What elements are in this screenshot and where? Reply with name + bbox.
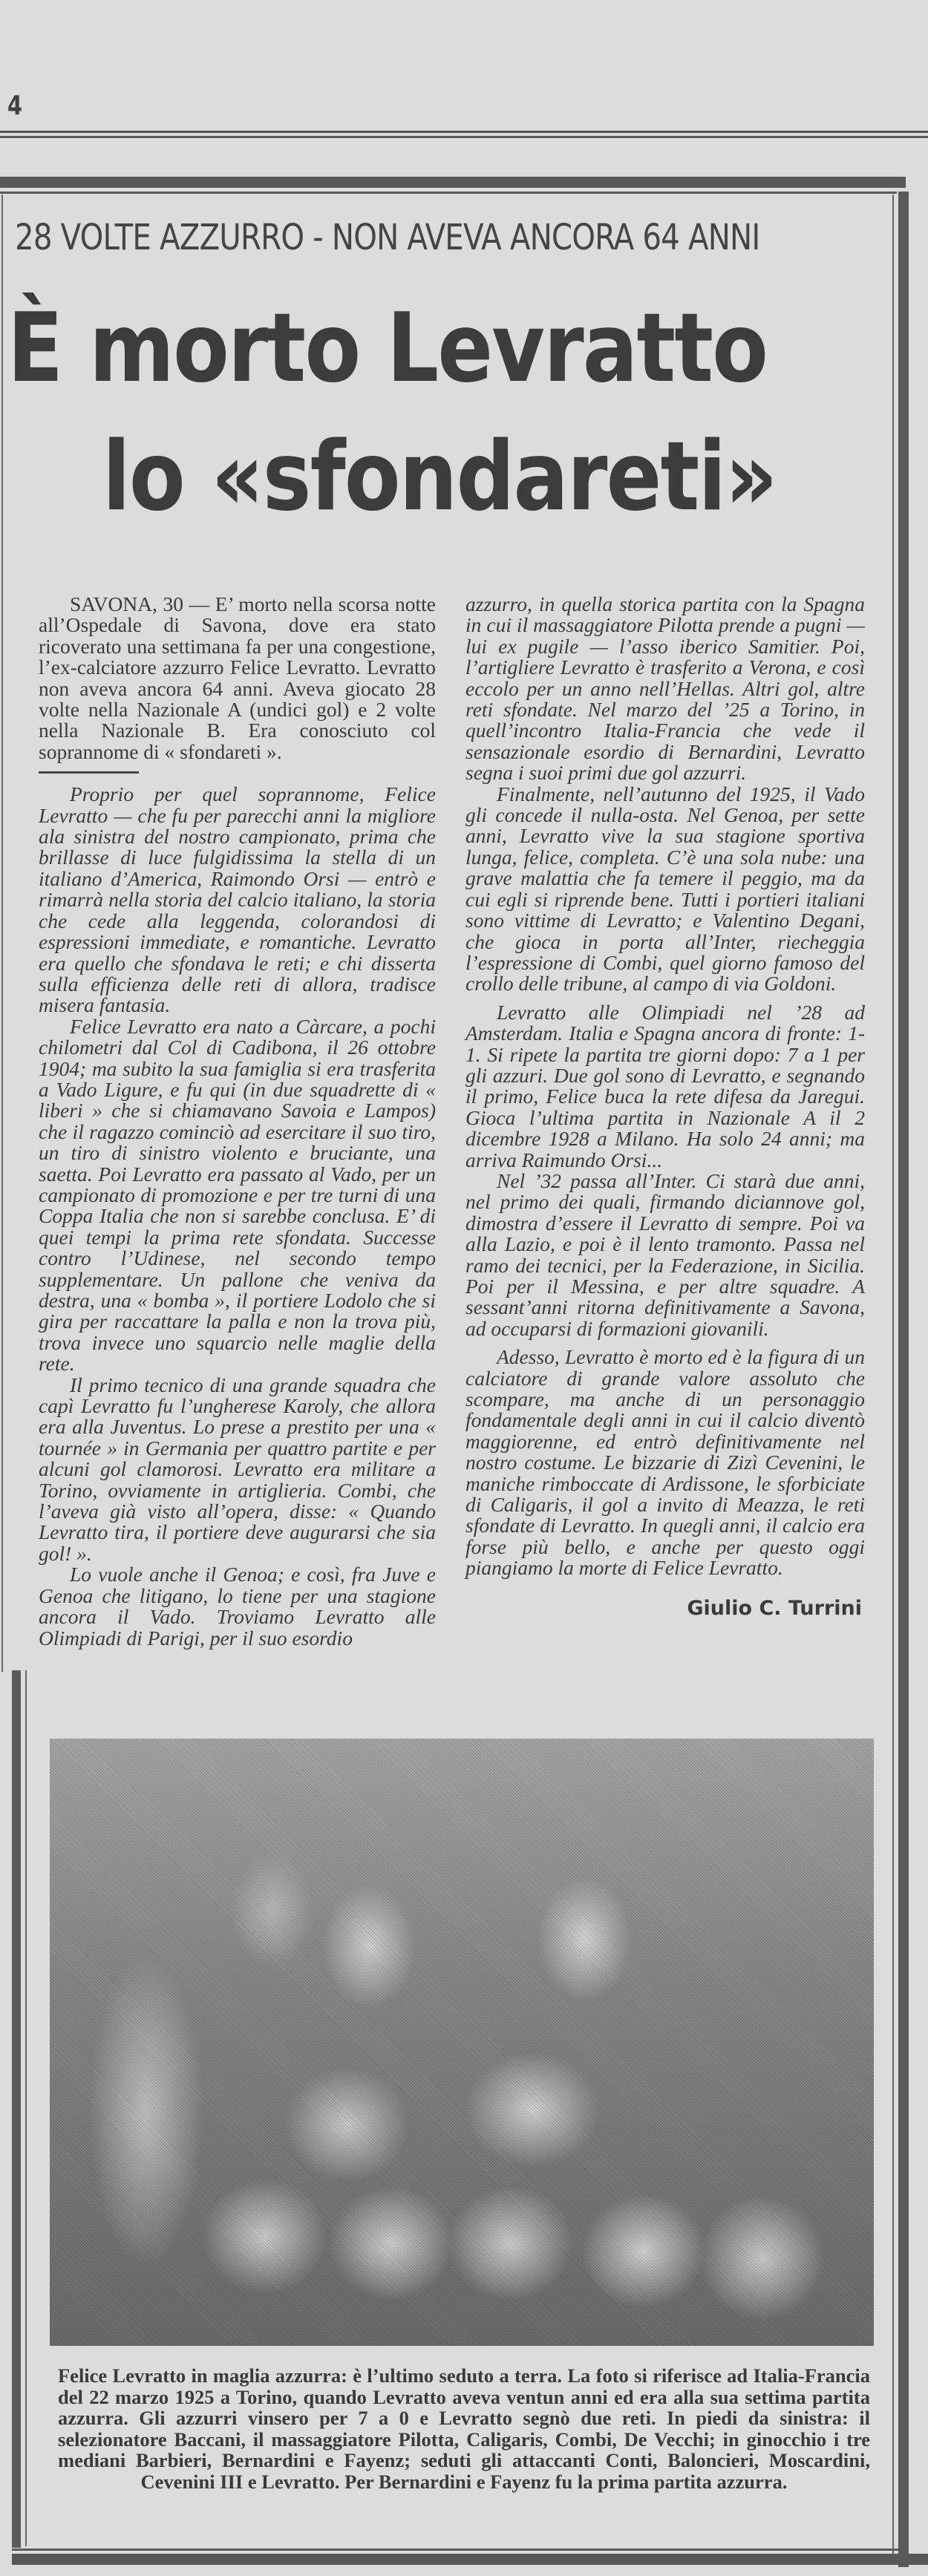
- headline-line-2: lo «sfondareti»: [102, 422, 777, 532]
- photo-caption: Felice Levratto in maglia azzurra: è l’ultimo seduto a terra. La foto si riferisce ad Italia-Francia del 22 marzo 1925 a Torino, quando Levratto aveva ventun anni ed era alla sua settima partita azzurra. Gli azzurri vinsero per 7 a 0 e Levratto segnò due reti. In piedi da sinistra: il selezionatore Baccani, il massaggiatore Pilotta, Caligaris, Combi, De Vecchi; in ginocchio i tre mediani Barbieri, Bernardini e Fayenz; seduti gli attaccanti Conti, Baloncieri, Moscardini, Cevenini III e Levratto. Per Bernardini e Fayenz fu la prima partita azzurra.: [58, 2364, 870, 2493]
- headline-line-1: È morto Levratto: [7, 293, 768, 404]
- lead-paragraph: SAVONA, 30 — E’ morto nella scorsa notte all’Ospedale di Savona, dove era stato ricoverato una settimana fa per una congestione, l’ex-calciatore azzurro Felice Levratto. Levratto non aveva ancora 64 anni. Aveva giocato 28 volte nella Nazionale A (undici gol) e 2 volte nella Nazionale B. Era conosciuto col soprannome di « sfondareti ».: [39, 592, 436, 763]
- body-paragraph: Felice Levratto era nato a Càrcare, a pochi chilometri dal Col di Cadibona, il 26 ottobre 1904; ma subito la sua famiglia si era trasferita a Vado Ligure, e fu qui (in due squadrette di « liberi » che si chiamavano Savoia e Lampos) che il ragazzo cominciò ad esercitare il suo tiro, un tiro di sinistro violento e bruciante, una saetta. Poi Levratto era passato al Vado, per un campionato di promozione e per tre turni di una Coppa Italia che non si sarebbe conclusa. E’ di quei tempi la prima rete sfondata. Successe contro l’Udinese, nel secondo tempo supplementare. Un pallone che veniva da destra, una « bomba », il portiere Lodolo che si gira per raccattare la palla e non la trova più, trova invece uno squarcio nelle maglie della rete.: [39, 1014, 436, 1376]
- article-border: [1, 194, 3, 1672]
- body-paragraph: Nel ’32 passa all’Inter. Ci starà due anni, nel primo dei quali, firmando diciannove gol, dimostra d’essere il Levratto di sempre. Poi va alla Lazio, e poi è il lento tramonto. Passa nel ramo dei tecnici, per la Federazione, in Sicilia. Poi per il Messina, e per altre squadre. A sessant’anni ritorna definitivamente a Savona, ad occuparsi di formazioni giovanili.: [465, 1168, 865, 1340]
- article-border: [0, 192, 897, 194]
- body-paragraph: Finalmente, nell’autunno del 1925, il Vado gli concede il nulla-osta. Nel Genoa, per sette anni, Levratto vive la sua stagione sportiva lunga, felice, completa. C’è una sola nube: una grave malattia che fa temere il peggio, ma da cui egli si riprende bene. Tutti i portieri italiani sono vittime di Levratto; e Valentino Degani, che gioca in porta all’Inter, riecheggia l’espressione di Combi, quel giorno famoso del crollo delle tribune, al campo di via Goldoni.: [465, 782, 865, 996]
- body-paragraph: Levratto alle Olimpiadi nel ’28 ad Amsterdam. Italia e Spagna ancora di fronte: 1-1. Si ripete la partita tre giorni dopo: 7 a 1 per gli azzuri. Due gol sono di Levratto, e segnando il primo, Felice buca la rete difesa da Jaregui. Gioca l’ultima partita in Nazionale A il 2 dicembre 1928 a Milano. Ha solo 24 anni; ma arriva Raimundo Orsi...: [465, 1000, 865, 1171]
- article-border: [12, 2554, 928, 2565]
- article-border: [898, 192, 909, 2567]
- article-border: [25, 1670, 27, 2546]
- header-rule: [0, 136, 928, 138]
- article-border: [892, 194, 894, 2555]
- article-border: [12, 1670, 21, 2548]
- body-paragraph: Adesso, Levratto è morto ed è la figura di un calciatore di grande valore assoluto che scompare, ma anche di un personaggio fondamentale degli anni in cui il calcio diventò maggiorenne, ed entrò definitivamente nel nostro costume. Le bizzarie di Zizì Cevenini, le maniche rimboccate di Ardissone, le sforbiciate di Caligaris, il gol a invito di Meazza, le reti sfondate di Levratto. In quegli anni, il calcio era forse più bello, e anche per questo oggi piangiamo la morte di Felice Levratto.: [465, 1345, 865, 1580]
- body-paragraph: Lo vuole anche il Genoa; e così, fra Juve e Genoa che litigano, lo tiene per una stagione ancora il Vado. Troviamo Levratto alle Olimpiadi di Parigi, per il suo esordio: [39, 1563, 436, 1650]
- section-divider: [39, 771, 139, 774]
- article-kicker: 28 VOLTE AZZURRO - NON AVEVA ANCORA 64 ANNI: [15, 217, 760, 258]
- team-photo: [50, 1739, 874, 2346]
- header-rule: [0, 131, 928, 133]
- article-border: [0, 177, 906, 188]
- article-border: [12, 2549, 907, 2551]
- body-paragraph: Il primo tecnico di una grande squadra che capì Levratto fu l’ungherese Karoly, che allora era alla Juventus. Lo prese a prestito per una « tournée » in Germania per quattro partite e per alcuni gol clamorosi. Levratto era militare a Torino, ovviamente in artiglieria. Combi, che l’aveva già visto all’opera, disse: « Quando Levratto tira, il portiere deve augurarsi che sia gol! ».: [39, 1373, 436, 1565]
- byline: Giulio C. Turrini: [687, 1596, 862, 1620]
- article-column-right: [465, 594, 865, 1619]
- body-paragraph: azzurro, in quella storica partita con la Spagna in cui il massaggiatore Pilotta prende a pugni — lui ex pugile — l’asso iberico Samitier. Poi, l’artigliere Levratto è trasferito a Verona, e così eccolo per un anno nell’Hellas. Altri gol, altre reti sfondate. Nel marzo del ’25 a Torino, in quell’incontro Italia-Francia che vede il sensazionale esordio di Bernardini, Levratto segna i suoi primi due gol azzurri.: [465, 592, 865, 785]
- body-paragraph: Proprio per quel soprannome, Felice Levratto — che fu per parecchi anni la migliore ala sinistra del nostro campionato, prima che brillasse di luce fulgidissima la stella di un italiano d’America, Raimondo Orsi — entrò e rimarrà nella storia del calcio italiano, la storia che cede alla leggenda, colorandosi di espressioni immediate, e romantiche. Levratto era quello che sfondava le reti; e chi disserta sulla efficienza delle reti di allora, tradisce misera fantasia.: [39, 782, 436, 1017]
- article-column-left: [39, 594, 436, 1649]
- page-number: 4: [7, 91, 23, 121]
